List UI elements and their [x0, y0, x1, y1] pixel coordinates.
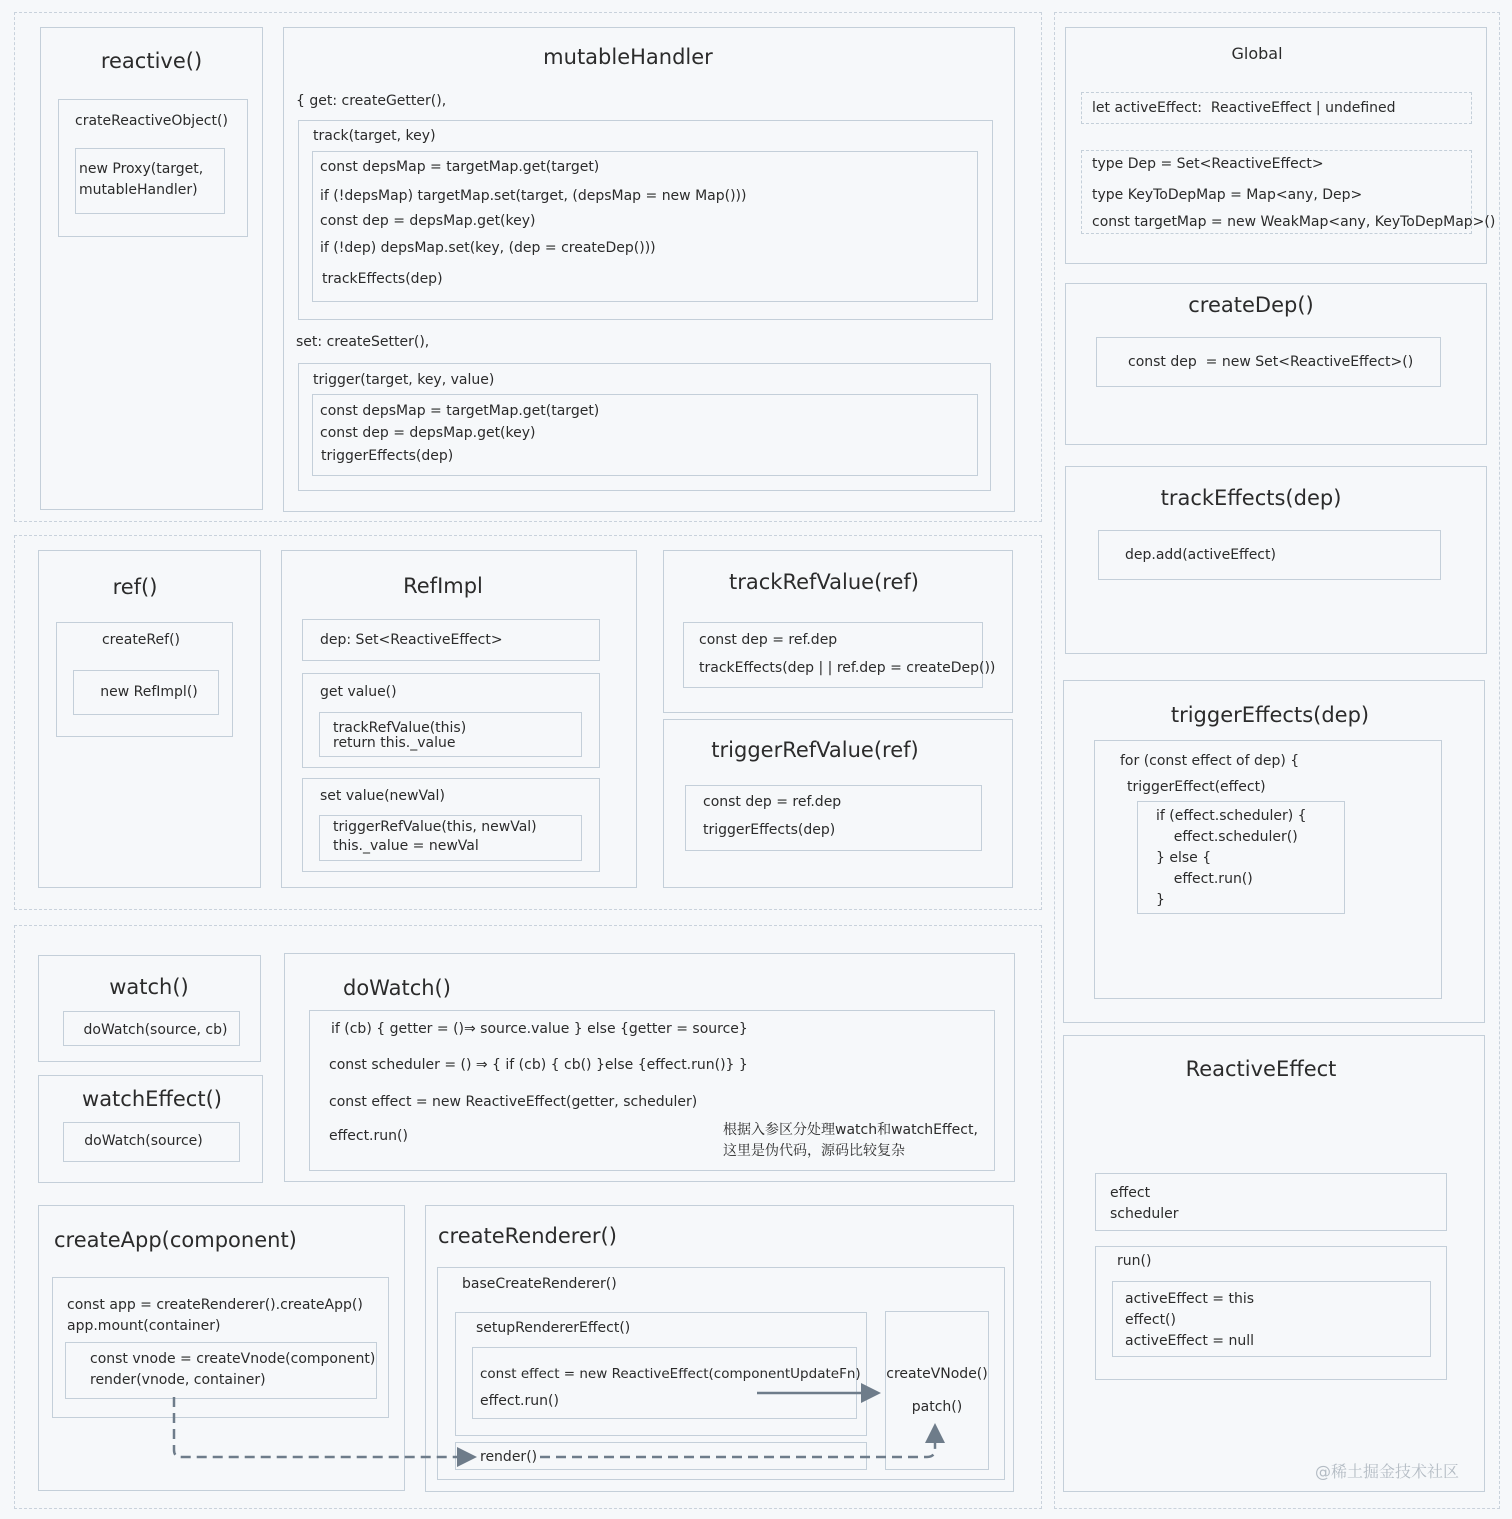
do-watch-note: 根据入参区分处理watch和watchEffect,	[723, 1122, 978, 1138]
create-dep-title: createDep()	[1188, 293, 1314, 317]
new-proxy-line1: new Proxy(target,	[79, 161, 204, 177]
track-line: const dep = depsMap.get(key)	[320, 213, 536, 229]
refimpl-set-line: triggerRefValue(this, newVal)	[333, 819, 537, 835]
mutable-handler-title: mutableHandler	[543, 45, 713, 69]
active-effect-line: let activeEffect: ReactiveEffect | undefined	[1092, 100, 1396, 116]
trigger-label: trigger(target, key, value)	[313, 372, 495, 388]
global-title: Global	[1231, 44, 1283, 63]
trigger-line: const depsMap = targetMap.get(target)	[320, 403, 600, 419]
scheduler-branch-line: effect.scheduler()	[1156, 829, 1298, 845]
scheduler-branch-line: if (effect.scheduler) {	[1156, 808, 1307, 824]
create-app-line: app.mount(container)	[67, 1318, 221, 1334]
track-effects-line: dep.add(activeEffect)	[1125, 547, 1276, 563]
track-line: if (!dep) depsMap.set(key, (dep = createDep()))	[320, 240, 656, 256]
do-watch-line: effect.run()	[329, 1128, 408, 1144]
track-line: trackEffects(dep)	[322, 271, 443, 287]
reactive-effect-prop: scheduler	[1110, 1206, 1179, 1222]
track-line: if (!depsMap) targetMap.set(target, (depsMap = new Map()))	[320, 188, 747, 204]
patch-label: patch()	[911, 1399, 963, 1415]
track-ref-value-line: const dep = ref.dep	[699, 632, 838, 648]
do-watch-line: if (cb) { getter = ()⇒ source.value } else {getter = source}	[331, 1021, 748, 1037]
refimpl-get-label: get value()	[320, 684, 397, 700]
global-type-line: type KeyToDepMap = Map<any, Dep>	[1092, 187, 1363, 203]
ref-title: ref()	[112, 575, 158, 599]
setter-label: set: createSetter(),	[296, 334, 430, 350]
do-watch-line: const effect = new ReactiveEffect(getter, scheduler)	[329, 1094, 698, 1110]
scheduler-branch-line: effect.run()	[1156, 871, 1253, 887]
new-refimpl-label: new RefImpl()	[100, 684, 198, 700]
reactive-title: reactive()	[100, 49, 203, 73]
trigger-effects-title: triggerEffects(dep)	[1170, 703, 1370, 727]
track-line: const depsMap = targetMap.get(target)	[320, 159, 600, 175]
render-label: render()	[480, 1449, 538, 1465]
getter-label: { get: createGetter(),	[296, 93, 447, 109]
trigger-effects-for: for (const effect of dep) {	[1120, 753, 1300, 769]
refimpl-title: RefImpl	[403, 574, 483, 598]
reactive-effect-prop: effect	[1110, 1185, 1151, 1201]
reactive-effect-run-line: activeEffect = null	[1125, 1333, 1255, 1349]
refimpl-set-line: this._value = newVal	[333, 838, 479, 854]
trigger-ref-value-line: triggerEffects(dep)	[703, 822, 836, 838]
do-watch-note: 这里是伪代码，源码比较复杂	[723, 1143, 905, 1159]
render-call-arrow	[174, 1397, 472, 1457]
watch-title: watch()	[109, 975, 189, 999]
trigger-effects-call: triggerEffect(effect)	[1127, 779, 1266, 795]
patch-call-arrow	[540, 1428, 935, 1457]
reactive-effect-title: ReactiveEffect	[1185, 1057, 1337, 1081]
create-renderer-title: createRenderer()	[438, 1224, 617, 1248]
track-ref-value-title: trackRefValue(ref)	[729, 570, 919, 594]
create-reactive-object-label: crateReactiveObject()	[75, 113, 228, 129]
base-create-renderer-label: baseCreateRenderer()	[462, 1276, 617, 1292]
global-type-line: const targetMap = new WeakMap<any, KeyToDepMap>()	[1092, 214, 1496, 230]
trigger-line: const dep = depsMap.get(key)	[320, 425, 536, 441]
watermark: @稀土掘金技术社区	[1315, 1462, 1460, 1481]
scheduler-branch-line: } else {	[1156, 850, 1212, 866]
track-effects-title: trackEffects(dep)	[1160, 486, 1342, 510]
create-app-line: const app = createRenderer().createApp()	[67, 1297, 363, 1313]
create-dep-line: const dep = new Set<ReactiveEffect>()	[1128, 354, 1414, 370]
reactive-effect-run-label: run()	[1117, 1253, 1152, 1269]
reactive-effect-run-line: effect()	[1125, 1312, 1176, 1328]
refimpl-dep-label: dep: Set<ReactiveEffect>	[320, 632, 503, 648]
refimpl-get-line: trackRefValue(this)	[333, 720, 467, 736]
watch-effect-line: doWatch(source)	[84, 1133, 203, 1149]
trigger-line: triggerEffects(dep)	[321, 448, 454, 464]
trigger-ref-value-line: const dep = ref.dep	[703, 794, 842, 810]
mount-line: render(vnode, container)	[90, 1372, 266, 1388]
trigger-ref-value-title: triggerRefValue(ref)	[711, 738, 919, 762]
setup-renderer-effect-label: setupRendererEffect()	[476, 1320, 631, 1336]
watch-line: doWatch(source, cb)	[83, 1022, 228, 1038]
create-ref-label: createRef()	[101, 632, 180, 648]
reactive-effect-run-line: activeEffect = this	[1125, 1291, 1255, 1307]
create-vnode-label: createVNode()	[886, 1366, 988, 1382]
effect-run-line: effect.run()	[480, 1393, 559, 1409]
new-proxy-line2: mutableHandler)	[79, 182, 198, 198]
effect-line: const effect = new ReactiveEffect(componentUpdateFn)	[480, 1366, 861, 1382]
track-label: track(target, key)	[313, 128, 436, 144]
scheduler-branch-line: }	[1156, 892, 1165, 908]
create-app-title: createApp(component)	[54, 1228, 297, 1252]
do-watch-title: doWatch()	[343, 976, 451, 1000]
do-watch-line: const scheduler = () ⇒ { if (cb) { cb() }else {effect.run()} }	[329, 1057, 748, 1073]
refimpl-set-label: set value(newVal)	[320, 788, 445, 804]
mount-line: const vnode = createVnode(component)	[90, 1351, 376, 1367]
watch-effect-title: watchEffect()	[82, 1087, 222, 1111]
global-type-line: type Dep = Set<ReactiveEffect>	[1092, 156, 1324, 172]
refimpl-get-line: return this._value	[333, 735, 456, 751]
track-ref-value-line: trackEffects(dep | | ref.dep = createDep())	[699, 660, 996, 676]
